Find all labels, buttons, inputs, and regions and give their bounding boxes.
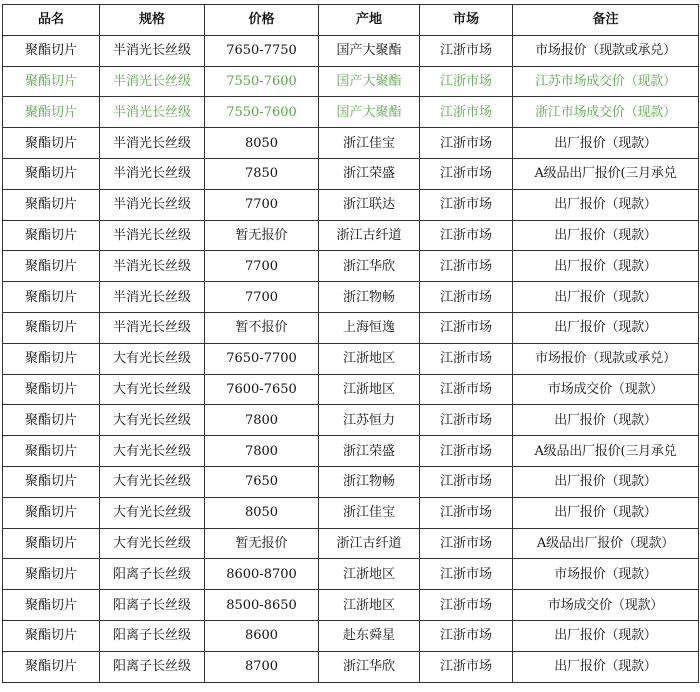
cell-market: 江浙市场	[420, 189, 513, 220]
cell-origin: 国产大聚酯	[319, 35, 420, 66]
cell-product: 聚酯切片	[3, 189, 100, 220]
table-row	[3, 251, 699, 282]
cell-origin: 浙江佳宝	[319, 128, 420, 159]
cell-spec: 半消光长丝级	[100, 312, 205, 343]
cell-origin: 浙江联达	[319, 189, 420, 220]
cell-price: 7550-7600	[205, 66, 319, 97]
cell-spec: 半消光长丝级	[100, 282, 205, 313]
cell-price: 暂无报价	[205, 220, 319, 251]
table-header	[3, 5, 699, 36]
cell-spec: 半消光长丝级	[100, 251, 205, 282]
header-origin: 产地	[319, 5, 420, 36]
cell-origin: 上海恒逸	[319, 312, 420, 343]
cell-market: 江浙市场	[420, 497, 513, 528]
cell-spec: 半消光长丝级	[100, 220, 205, 251]
cell-price: 8700	[205, 651, 319, 682]
header-price: 价格	[205, 5, 319, 36]
cell-origin: 江浙地区	[319, 559, 420, 590]
cell-product: 聚酯切片	[3, 158, 100, 189]
cell-remark: 出厂报价（现款）	[513, 128, 699, 159]
cell-remark: 出厂报价（现款）	[513, 651, 699, 682]
cell-spec: 半消光长丝级	[100, 158, 205, 189]
cell-origin: 浙江物畅	[319, 466, 420, 497]
cell-market: 江浙市场	[420, 282, 513, 313]
cell-price: 7550-7600	[205, 97, 319, 128]
table-row	[3, 374, 699, 405]
cell-origin: 浙江华欣	[319, 251, 420, 282]
cell-product: 聚酯切片	[3, 559, 100, 590]
table-row	[3, 559, 699, 590]
cell-remark: 出厂报价（现款）	[513, 466, 699, 497]
table-row	[3, 312, 699, 343]
header-spec: 规格	[100, 5, 205, 36]
header-remark: 备注	[513, 5, 699, 36]
cell-remark: 市场成交价（现款）	[513, 590, 699, 621]
cell-remark: 浙江市场成交价（现款）	[513, 97, 699, 128]
cell-market: 江浙市场	[420, 128, 513, 159]
table-row	[3, 97, 699, 128]
cell-spec: 半消光长丝级	[100, 97, 205, 128]
cell-spec: 大有光长丝级	[100, 405, 205, 436]
cell-remark: 出厂报价（现款）	[513, 282, 699, 313]
cell-origin: 浙江佳宝	[319, 497, 420, 528]
cell-spec: 大有光长丝级	[100, 466, 205, 497]
cell-remark: A级品出厂报价(三月承兑	[513, 436, 699, 467]
cell-spec: 大有光长丝级	[100, 528, 205, 559]
cell-market: 江浙市场	[420, 66, 513, 97]
cell-price: 8600	[205, 620, 319, 651]
cell-remark: 江苏市场成交价（现款）	[513, 66, 699, 97]
cell-product: 聚酯切片	[3, 374, 100, 405]
cell-market: 江浙市场	[420, 251, 513, 282]
cell-price: 7700	[205, 251, 319, 282]
cell-origin: 浙江华欣	[319, 651, 420, 682]
table-row	[3, 220, 699, 251]
cell-market: 江浙市场	[420, 220, 513, 251]
cell-market: 江浙市场	[420, 405, 513, 436]
cell-product: 聚酯切片	[3, 620, 100, 651]
table-row	[3, 128, 699, 159]
cell-product: 聚酯切片	[3, 66, 100, 97]
cell-price: 8500-8650	[205, 590, 319, 621]
cell-product: 聚酯切片	[3, 128, 100, 159]
header-row	[3, 5, 699, 36]
cell-spec: 大有光长丝级	[100, 436, 205, 467]
cell-market: 江浙市场	[420, 97, 513, 128]
table-body	[3, 35, 699, 682]
table-row	[3, 189, 699, 220]
cell-price: 暂不报价	[205, 312, 319, 343]
cell-spec: 大有光长丝级	[100, 374, 205, 405]
table-row	[3, 282, 699, 313]
cell-remark: 出厂报价（现款）	[513, 251, 699, 282]
cell-product: 聚酯切片	[3, 312, 100, 343]
cell-spec: 半消光长丝级	[100, 189, 205, 220]
table-row	[3, 497, 699, 528]
cell-price: 7600-7650	[205, 374, 319, 405]
table-row	[3, 405, 699, 436]
cell-price: 7650	[205, 466, 319, 497]
cell-spec: 半消光长丝级	[100, 128, 205, 159]
price-table	[2, 4, 699, 683]
cell-market: 江浙市场	[420, 620, 513, 651]
cell-origin: 国产大聚酯	[319, 66, 420, 97]
cell-origin: 江苏恒力	[319, 405, 420, 436]
cell-origin: 浙江物畅	[319, 282, 420, 313]
cell-origin: 浙江古纤道	[319, 220, 420, 251]
cell-product: 聚酯切片	[3, 497, 100, 528]
cell-product: 聚酯切片	[3, 220, 100, 251]
cell-origin: 国产大聚酯	[319, 97, 420, 128]
cell-market: 江浙市场	[420, 528, 513, 559]
cell-market: 江浙市场	[420, 343, 513, 374]
cell-market: 江浙市场	[420, 374, 513, 405]
table-row	[3, 158, 699, 189]
header-market: 市场	[420, 5, 513, 36]
cell-price: 7700	[205, 282, 319, 313]
cell-price: 7650-7700	[205, 343, 319, 374]
cell-origin: 浙江荣盛	[319, 436, 420, 467]
table-row	[3, 343, 699, 374]
table-row	[3, 651, 699, 682]
cell-remark: 出厂报价（现款）	[513, 220, 699, 251]
cell-spec: 阳离子长丝级	[100, 651, 205, 682]
cell-remark: 市场报价（现款或承兑）	[513, 343, 699, 374]
cell-price: 7650-7750	[205, 35, 319, 66]
cell-market: 江浙市场	[420, 651, 513, 682]
table-row	[3, 528, 699, 559]
cell-price: 7800	[205, 436, 319, 467]
cell-remark: A级品出厂报价(三月承兑	[513, 158, 699, 189]
cell-spec: 半消光长丝级	[100, 35, 205, 66]
cell-product: 聚酯切片	[3, 343, 100, 374]
cell-remark: 出厂报价（现款）	[513, 620, 699, 651]
cell-remark: A级品出厂报价（现款）	[513, 528, 699, 559]
cell-spec: 阳离子长丝级	[100, 620, 205, 651]
cell-remark: 出厂报价（现款）	[513, 312, 699, 343]
cell-product: 聚酯切片	[3, 651, 100, 682]
cell-market: 江浙市场	[420, 436, 513, 467]
cell-spec: 阳离子长丝级	[100, 559, 205, 590]
cell-price: 暂无报价	[205, 528, 319, 559]
cell-origin: 江浙地区	[319, 343, 420, 374]
cell-remark: 市场成交价（现款）	[513, 374, 699, 405]
cell-remark: 出厂报价（现款）	[513, 497, 699, 528]
cell-product: 聚酯切片	[3, 590, 100, 621]
cell-origin: 浙江荣盛	[319, 158, 420, 189]
cell-remark: 出厂报价（现款）	[513, 405, 699, 436]
cell-remark: 出厂报价（现款）	[513, 189, 699, 220]
cell-spec: 大有光长丝级	[100, 343, 205, 374]
table-row	[3, 466, 699, 497]
cell-spec: 大有光长丝级	[100, 497, 205, 528]
cell-origin: 浙江古纤道	[319, 528, 420, 559]
table-row	[3, 620, 699, 651]
cell-market: 江浙市场	[420, 158, 513, 189]
cell-product: 聚酯切片	[3, 97, 100, 128]
table-row	[3, 436, 699, 467]
cell-product: 聚酯切片	[3, 436, 100, 467]
table-row	[3, 590, 699, 621]
cell-market: 江浙市场	[420, 35, 513, 66]
table-row	[3, 66, 699, 97]
cell-remark: 市场报价（现款）	[513, 559, 699, 590]
cell-price: 8050	[205, 497, 319, 528]
cell-market: 江浙市场	[420, 466, 513, 497]
cell-market: 江浙市场	[420, 312, 513, 343]
table-row	[3, 35, 699, 66]
cell-market: 江浙市场	[420, 590, 513, 621]
cell-origin: 江浙地区	[319, 590, 420, 621]
cell-product: 聚酯切片	[3, 282, 100, 313]
cell-spec: 阳离子长丝级	[100, 590, 205, 621]
cell-product: 聚酯切片	[3, 35, 100, 66]
cell-product: 聚酯切片	[3, 528, 100, 559]
cell-product: 聚酯切片	[3, 405, 100, 436]
cell-origin: 江浙地区	[319, 374, 420, 405]
cell-price: 7850	[205, 158, 319, 189]
cell-remark: 市场报价（现款或承兑）	[513, 35, 699, 66]
cell-price: 8600-8700	[205, 559, 319, 590]
cell-product: 聚酯切片	[3, 466, 100, 497]
cell-spec: 半消光长丝级	[100, 66, 205, 97]
cell-market: 江浙市场	[420, 559, 513, 590]
cell-price: 8050	[205, 128, 319, 159]
cell-price: 7700	[205, 189, 319, 220]
cell-product: 聚酯切片	[3, 251, 100, 282]
cell-origin: 赴东舜星	[319, 620, 420, 651]
header-product: 品名	[3, 5, 100, 36]
cell-price: 7800	[205, 405, 319, 436]
